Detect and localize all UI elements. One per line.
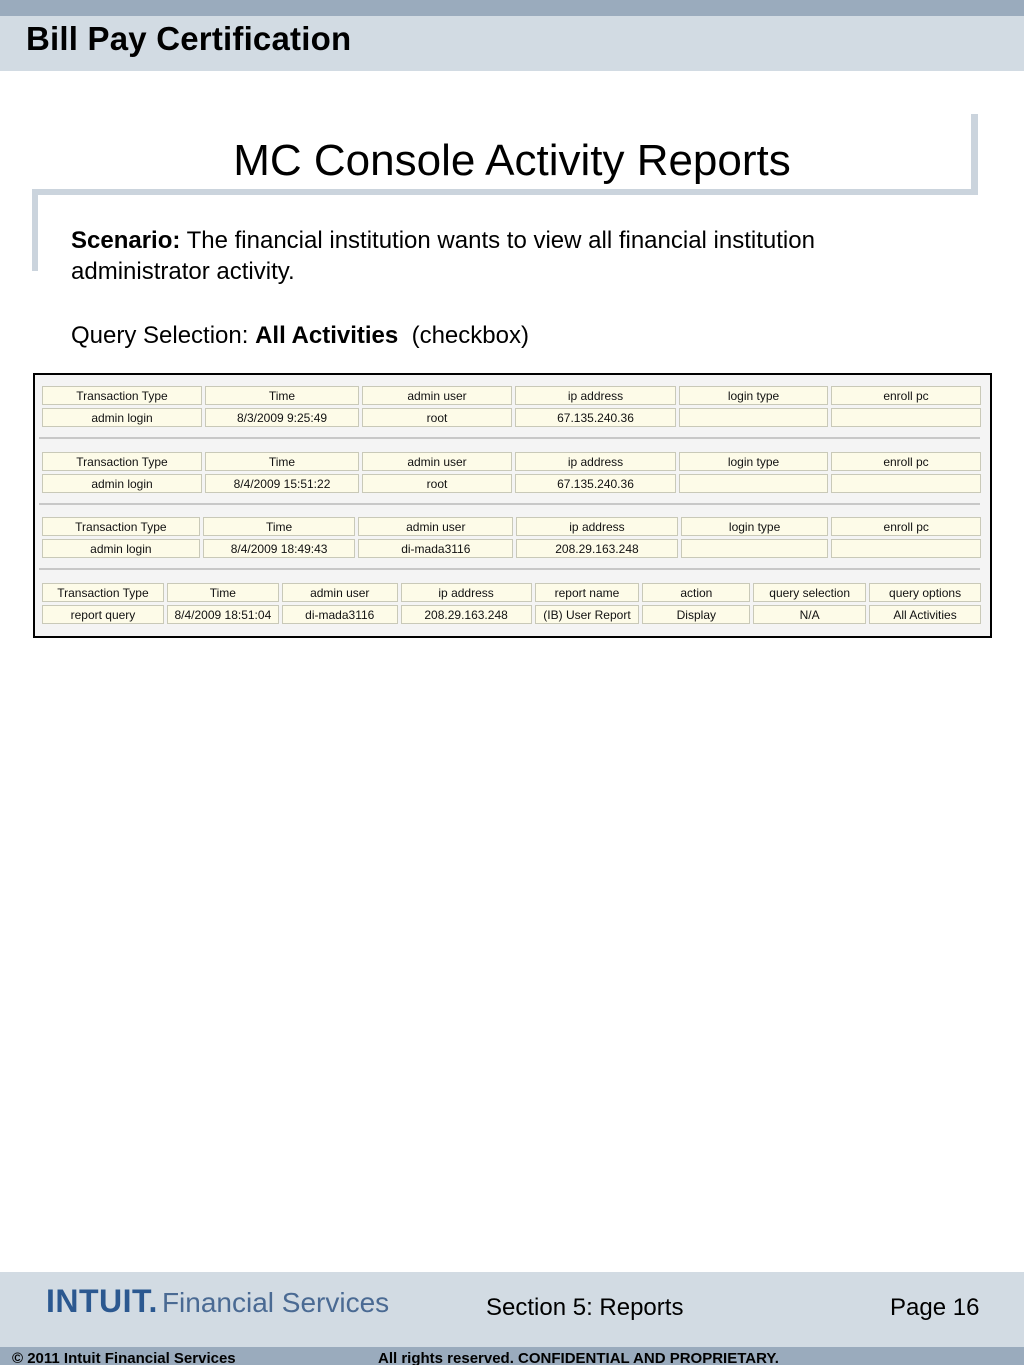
table-cell: report query — [42, 605, 164, 624]
column-header: ip address — [516, 517, 678, 536]
copyright-text: © 2011 Intuit Financial Services — [12, 1350, 236, 1365]
column-header: admin user — [362, 452, 512, 471]
divider — [39, 437, 980, 439]
table-cell: root — [362, 474, 512, 493]
column-header: admin user — [358, 517, 513, 536]
query-value: All Activities — [255, 322, 399, 349]
page-number: Page 16 — [890, 1294, 980, 1321]
column-header: enroll pc — [831, 386, 981, 405]
column-header: Transaction Type — [42, 452, 202, 471]
table-cell: Display — [642, 605, 750, 624]
logo-text: Financial Services — [161, 1287, 390, 1318]
table-cell: All Activities — [869, 605, 981, 624]
column-header: admin user — [282, 583, 398, 602]
table-cell: 8/3/2009 9:25:49 — [205, 408, 359, 427]
column-header: Time — [205, 386, 359, 405]
divider — [39, 568, 980, 570]
scenario-text — [71, 225, 951, 287]
slide-title: MC Console Activity Reports — [233, 136, 791, 185]
query-suffix: (checkbox) — [398, 322, 529, 349]
table-cell: admin login — [42, 539, 200, 558]
column-header: query selection — [753, 583, 866, 602]
table-cell: 67.135.240.36 — [515, 474, 676, 493]
column-header: Transaction Type — [42, 517, 200, 536]
table-cell: 8/4/2009 18:51:04 — [167, 605, 279, 624]
table-cell: N/A — [753, 605, 866, 624]
report-table — [39, 514, 984, 561]
table-cell — [679, 474, 828, 493]
column-header: ip address — [515, 386, 676, 405]
table-cell: 208.29.163.248 — [401, 605, 532, 624]
table-cell: di-mada3116 — [282, 605, 398, 624]
column-header: action — [642, 583, 750, 602]
table-cell: 67.135.240.36 — [515, 408, 676, 427]
column-header: enroll pc — [831, 517, 981, 536]
table-cell: admin login — [42, 474, 202, 493]
logo-mark: INTUIT. — [46, 1283, 158, 1319]
column-header: login type — [679, 386, 828, 405]
table-header-row — [42, 583, 981, 602]
table-cell — [681, 539, 829, 558]
table-cell: 208.29.163.248 — [516, 539, 678, 558]
column-header: Time — [205, 452, 359, 471]
table-cell — [831, 474, 981, 493]
frame-decoration-top — [32, 189, 978, 195]
table-cell — [679, 408, 828, 427]
column-header: Time — [203, 517, 356, 536]
table-cell: 8/4/2009 15:51:22 — [205, 474, 359, 493]
table-header-row — [42, 452, 981, 471]
intuit-logo — [46, 1283, 389, 1320]
report-table — [39, 580, 984, 627]
document-title: Bill Pay Certification — [26, 20, 352, 57]
scenario-description: The financial institution wants to view all financial institution administrator activity. — [71, 227, 815, 285]
column-header: Transaction Type — [42, 386, 202, 405]
column-header: enroll pc — [831, 452, 981, 471]
frame-decoration-left — [32, 189, 38, 271]
column-header: login type — [681, 517, 829, 536]
column-header: login type — [679, 452, 828, 471]
table-cell: di-mada3116 — [358, 539, 513, 558]
table-row — [42, 474, 981, 493]
rights-text: All rights reserved. CONFIDENTIAL AND PROPRIETARY. — [378, 1350, 779, 1365]
divider — [39, 503, 980, 505]
table-cell: (IB) User Report — [535, 605, 640, 624]
column-header: admin user — [362, 386, 512, 405]
report-table — [39, 449, 984, 496]
query-selection — [71, 320, 529, 351]
activity-report-screenshot — [33, 373, 992, 638]
column-header: Transaction Type — [42, 583, 164, 602]
table-cell — [831, 408, 981, 427]
column-header: Time — [167, 583, 279, 602]
table-header-row — [42, 386, 981, 405]
table-cell: 8/4/2009 18:49:43 — [203, 539, 356, 558]
table-row — [42, 408, 981, 427]
table-cell: admin login — [42, 408, 202, 427]
query-label: Query Selection: — [71, 322, 256, 349]
header-top-bar — [0, 0, 1024, 16]
table-header-row — [42, 517, 981, 536]
column-header: ip address — [401, 583, 532, 602]
column-header: ip address — [515, 452, 676, 471]
table-row — [42, 605, 981, 624]
column-header: query options — [869, 583, 981, 602]
scenario-label: Scenario: — [71, 227, 181, 254]
table-cell: root — [362, 408, 512, 427]
report-table — [39, 383, 984, 430]
column-header: report name — [535, 583, 640, 602]
section-label: Section 5: Reports — [486, 1294, 684, 1321]
table-cell — [831, 539, 981, 558]
table-row — [42, 539, 981, 558]
